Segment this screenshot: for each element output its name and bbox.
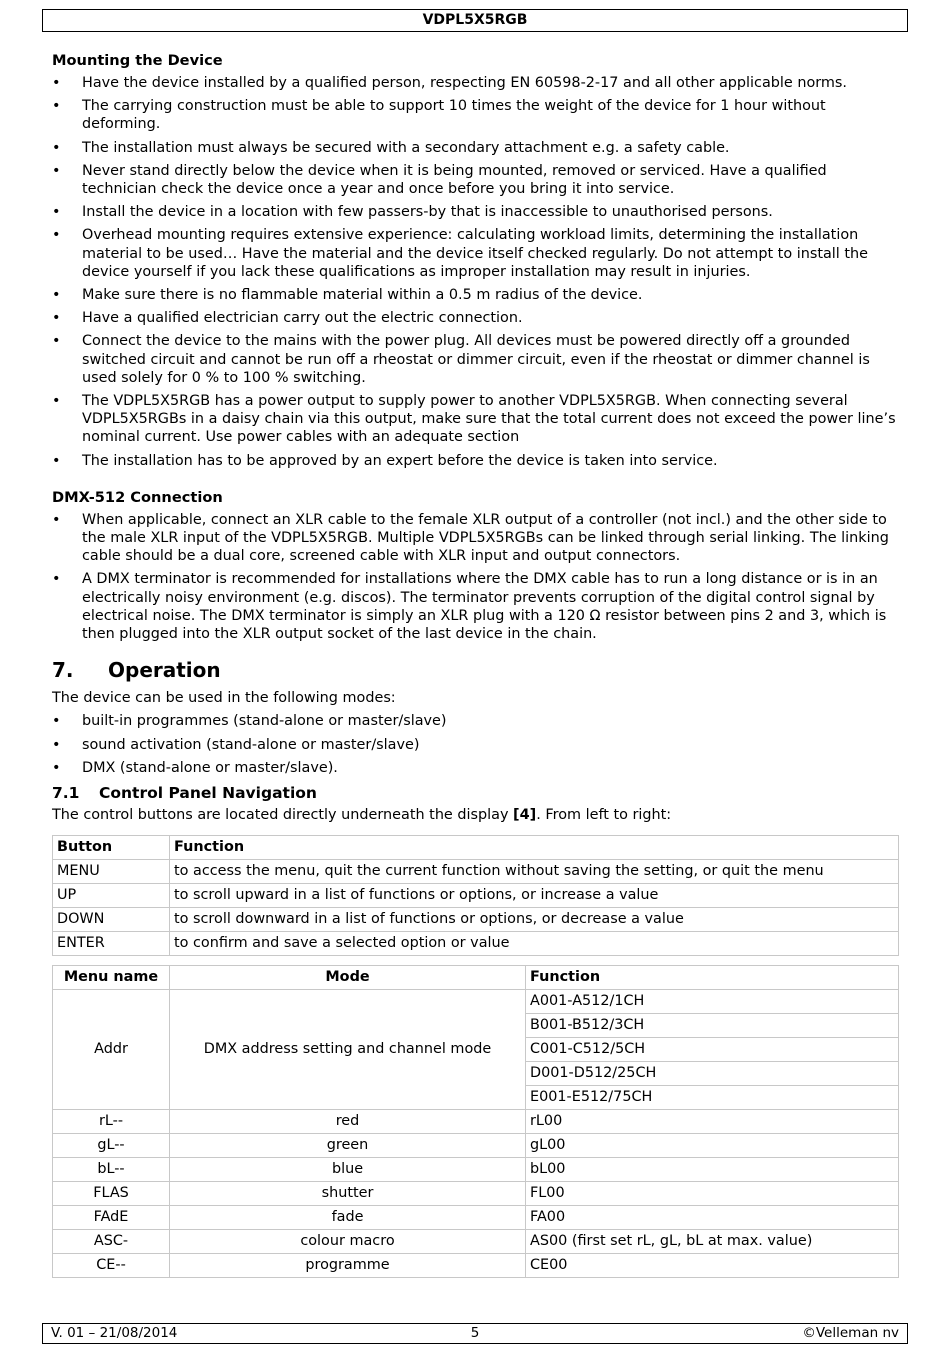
column-header: Function bbox=[170, 836, 899, 860]
table-cell: FAdE bbox=[53, 1206, 170, 1230]
table-cell: D001-D512/25CH bbox=[526, 1062, 899, 1086]
table-cell: DOWN bbox=[53, 908, 170, 932]
table-cell: AS00 (first set rL, gL, bL at max. value) bbox=[526, 1230, 899, 1254]
list-item: • DMX (stand-alone or master/slave). bbox=[52, 759, 902, 777]
figure-reference: [4] bbox=[513, 807, 537, 824]
footer-copyright: ©Velleman nv bbox=[802, 1325, 899, 1341]
table-cell: green bbox=[170, 1134, 526, 1158]
table-cell: to confirm and save a selected option or value bbox=[170, 932, 899, 956]
table-cell: blue bbox=[170, 1158, 526, 1182]
list-item: • The carrying construction must be able to support 10 times the weight of the device for 1 hour without deforming. bbox=[52, 97, 902, 133]
page-header bbox=[42, 9, 908, 32]
list-item: • Have the device installed by a qualified person, respecting EN 60598-2-17 and all other applicable norms. bbox=[52, 74, 902, 92]
operation-intro: The device can be used in the following modes: bbox=[52, 690, 396, 707]
list-item: • Never stand directly below the device when it is being mounted, removed or serviced. Have a qualified technician check the device once a year and once before you bring it into service. bbox=[52, 162, 902, 198]
table-cell: Addr bbox=[53, 990, 170, 1110]
table-cell: UP bbox=[53, 884, 170, 908]
table-row bbox=[53, 1230, 899, 1254]
list-item: • When applicable, connect an XLR cable to the female XLR output of a controller (not incl.) and the other side to the male XLR input of the VDPL5X5RGB. Multiple VDPL5X5RGBs can be linked through serial linking. The linking cable should be a dual core, screened cable with XLR input and output connectors. bbox=[52, 511, 902, 566]
list-item: • The installation has to be approved by an expert before the device is taken into service. bbox=[52, 452, 902, 470]
buttons-table bbox=[52, 835, 899, 956]
footer-page-number: 5 bbox=[470, 1325, 480, 1341]
table-cell: to access the menu, quit the current function without saving the setting, or quit the menu bbox=[170, 860, 899, 884]
section-number: 7. bbox=[52, 658, 74, 683]
list-item: • A DMX terminator is recommended for installations where the DMX cable has to run a long distance or is in an electrically noisy environment (e.g. discos). The terminator prevents corruption of the digital control signal by electrical noise. The DMX terminator is simply an XLR plug with a 120 Ω resistor between pins 2 and 3, which is then plugged into the XLR output socket of the last device in the chain. bbox=[52, 570, 902, 643]
column-header: Menu name bbox=[53, 966, 170, 990]
section-title-operation bbox=[52, 657, 902, 683]
intro-text-end: . From left to right: bbox=[536, 807, 672, 824]
list-item: • sound activation (stand-alone or master/slave) bbox=[52, 736, 902, 754]
table-row bbox=[53, 1182, 899, 1206]
column-header: Function bbox=[526, 966, 899, 990]
mounting-heading: Mounting the Device bbox=[52, 52, 223, 69]
list-item: • The installation must always be secured with a secondary attachment e.g. a safety cable. bbox=[52, 139, 902, 157]
table-header-row bbox=[53, 836, 899, 860]
table-row bbox=[53, 1134, 899, 1158]
table-row bbox=[53, 860, 899, 884]
column-header: Mode bbox=[170, 966, 526, 990]
table-cell: FLAS bbox=[53, 1182, 170, 1206]
footer-version: V. 01 – 21/08/2014 bbox=[51, 1325, 178, 1341]
table-cell: B001-B512/3CH bbox=[526, 1014, 899, 1038]
header-title: VDPL5X5RGB bbox=[422, 12, 528, 28]
page-content bbox=[52, 51, 902, 1278]
mode-list bbox=[52, 712, 902, 777]
table-cell: shutter bbox=[170, 1182, 526, 1206]
control-panel-intro bbox=[52, 806, 902, 824]
table-cell: to scroll upward in a list of functions or options, or increase a value bbox=[170, 884, 899, 908]
list-item: • Make sure there is no flammable material within a 0.5 m radius of the device. bbox=[52, 286, 902, 304]
table-cell: bL-- bbox=[53, 1158, 170, 1182]
table-header-row bbox=[53, 966, 899, 990]
table-cell: rL-- bbox=[53, 1110, 170, 1134]
subsection-number: 7.1 bbox=[52, 784, 80, 803]
table-cell: bL00 bbox=[526, 1158, 899, 1182]
table-row bbox=[53, 1206, 899, 1230]
section-title: Operation bbox=[108, 658, 221, 683]
table-cell: CE00 bbox=[526, 1254, 899, 1278]
table-cell: ENTER bbox=[53, 932, 170, 956]
menu-table bbox=[52, 965, 899, 1278]
column-header: Button bbox=[53, 836, 170, 860]
table-row bbox=[53, 990, 899, 1014]
table-row bbox=[53, 1110, 899, 1134]
dmx-list bbox=[52, 511, 902, 643]
table-row bbox=[53, 1158, 899, 1182]
subsection-title-control-panel bbox=[52, 783, 902, 803]
table-cell: FL00 bbox=[526, 1182, 899, 1206]
table-cell: gL00 bbox=[526, 1134, 899, 1158]
table-cell: fade bbox=[170, 1206, 526, 1230]
table-cell: MENU bbox=[53, 860, 170, 884]
table-cell: CE-- bbox=[53, 1254, 170, 1278]
intro-text: The control buttons are located directly underneath the display bbox=[52, 807, 514, 824]
table-cell: rL00 bbox=[526, 1110, 899, 1134]
list-item: • Install the device in a location with few passers-by that is inaccessible to unauthorised persons. bbox=[52, 203, 902, 221]
dmx-heading: DMX-512 Connection bbox=[52, 488, 223, 506]
table-cell: C001-C512/5CH bbox=[526, 1038, 899, 1062]
table-cell: E001-E512/75CH bbox=[526, 1086, 899, 1110]
table-cell: A001-A512/1CH bbox=[526, 990, 899, 1014]
list-item: • Have a qualified electrician carry out the electric connection. bbox=[52, 309, 902, 327]
mounting-list bbox=[52, 74, 902, 470]
table-cell: gL-- bbox=[53, 1134, 170, 1158]
table-row bbox=[53, 1254, 899, 1278]
table-cell: to scroll downward in a list of functions or options, or decrease a value bbox=[170, 908, 899, 932]
table-cell: FA00 bbox=[526, 1206, 899, 1230]
list-item: • Connect the device to the mains with the power plug. All devices must be powered directly off a grounded switched circuit and cannot be run off a rheostat or dimmer circuit, even if the rheostat or dimmer channel is used solely for 0 % to 100 % switching. bbox=[52, 332, 902, 387]
list-item: • The VDPL5X5RGB has a power output to supply power to another VDPL5X5RGB. When connecting several VDPL5X5RGBs in a daisy chain via this output, make sure that the total current does not exceed the power line’s nominal current. Use power cables with an adequate section bbox=[52, 392, 902, 447]
table-cell: ASC- bbox=[53, 1230, 170, 1254]
table-row bbox=[53, 884, 899, 908]
table-row bbox=[53, 908, 899, 932]
table-cell: DMX address setting and channel mode bbox=[170, 990, 526, 1110]
table-cell: red bbox=[170, 1110, 526, 1134]
table-cell: programme bbox=[170, 1254, 526, 1278]
table-cell: colour macro bbox=[170, 1230, 526, 1254]
table-row bbox=[53, 932, 899, 956]
page-footer bbox=[42, 1323, 908, 1344]
subsection-title: Control Panel Navigation bbox=[99, 784, 317, 803]
list-item: • built-in programmes (stand-alone or master/slave) bbox=[52, 712, 902, 730]
list-item: • Overhead mounting requires extensive experience: calculating workload limits, determining the installation material to be used… Have the material and the device itself checked regularly. Do not attempt to install the device yourself if you lack these qualifications as improper installation may result in injuries. bbox=[52, 226, 902, 281]
